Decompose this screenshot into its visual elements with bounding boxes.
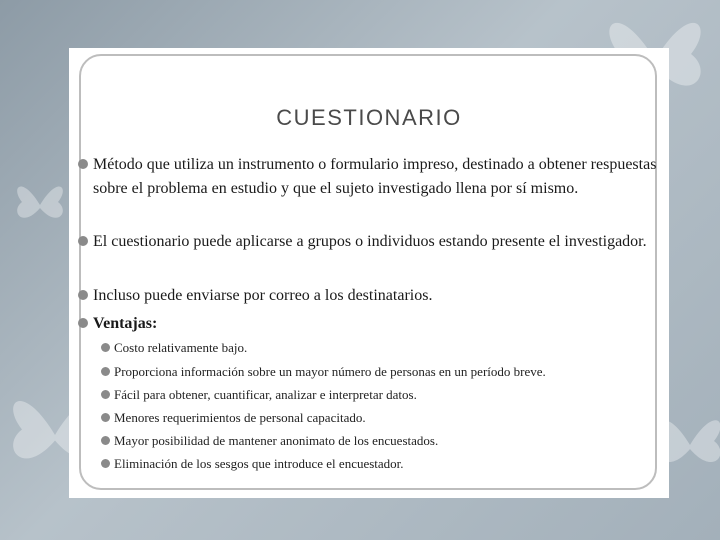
bullet-icon xyxy=(78,236,88,246)
sub-list-item-text: Eliminación de los sesgos que introduce el encuestador. xyxy=(114,456,404,471)
sub-list-item-text: Proporciona información sobre un mayor número de personas en un período breve. xyxy=(114,364,546,379)
sub-list-item xyxy=(114,429,664,452)
ventajas-heading: Ventajas: xyxy=(93,315,158,332)
list-item-ventajas xyxy=(93,312,665,336)
sub-list-item-text: Fácil para obtener, cuantificar, analizar e interpretar datos. xyxy=(114,387,417,402)
bullet-icon xyxy=(101,436,110,445)
sub-list-item xyxy=(114,383,664,406)
list-item xyxy=(93,153,665,201)
bullet-icon xyxy=(101,459,110,468)
sub-list-item xyxy=(114,452,664,475)
list-item-text: El cuestionario puede aplicarse a grupos o individuos estando presente el investigador. xyxy=(93,233,647,250)
list-item xyxy=(93,284,665,308)
bullet-icon xyxy=(78,159,88,169)
sub-list-item xyxy=(114,360,664,383)
bullet-icon xyxy=(78,290,88,300)
bullet-icon xyxy=(101,367,110,376)
sub-list-item xyxy=(114,406,664,429)
slide-card xyxy=(69,48,669,498)
bullet-icon xyxy=(78,318,88,328)
butterfly-icon xyxy=(10,170,70,240)
bullet-icon xyxy=(101,413,110,422)
list-item-text: Método que utiliza un instrumento o formulario impreso, destinado a obtener respuestas sobre el problema en estudio y que el sujeto investigado llena por sí mismo. xyxy=(93,156,657,197)
sub-list-item xyxy=(114,336,664,359)
sub-list-item-text: Menores requerimientos de personal capacitado. xyxy=(114,410,366,425)
list-item xyxy=(93,230,665,254)
slide-title: CUESTIONARIO xyxy=(276,105,462,130)
list-item-text: Incluso puede enviarse por correo a los destinatarios. xyxy=(93,287,433,304)
bullet-icon xyxy=(101,343,110,352)
sub-list-item-text: Mayor posibilidad de mantener anonimato de los encuestados. xyxy=(114,433,439,448)
sub-list-item-text: Costo relativamente bajo. xyxy=(114,340,248,355)
bullet-icon xyxy=(101,390,110,399)
